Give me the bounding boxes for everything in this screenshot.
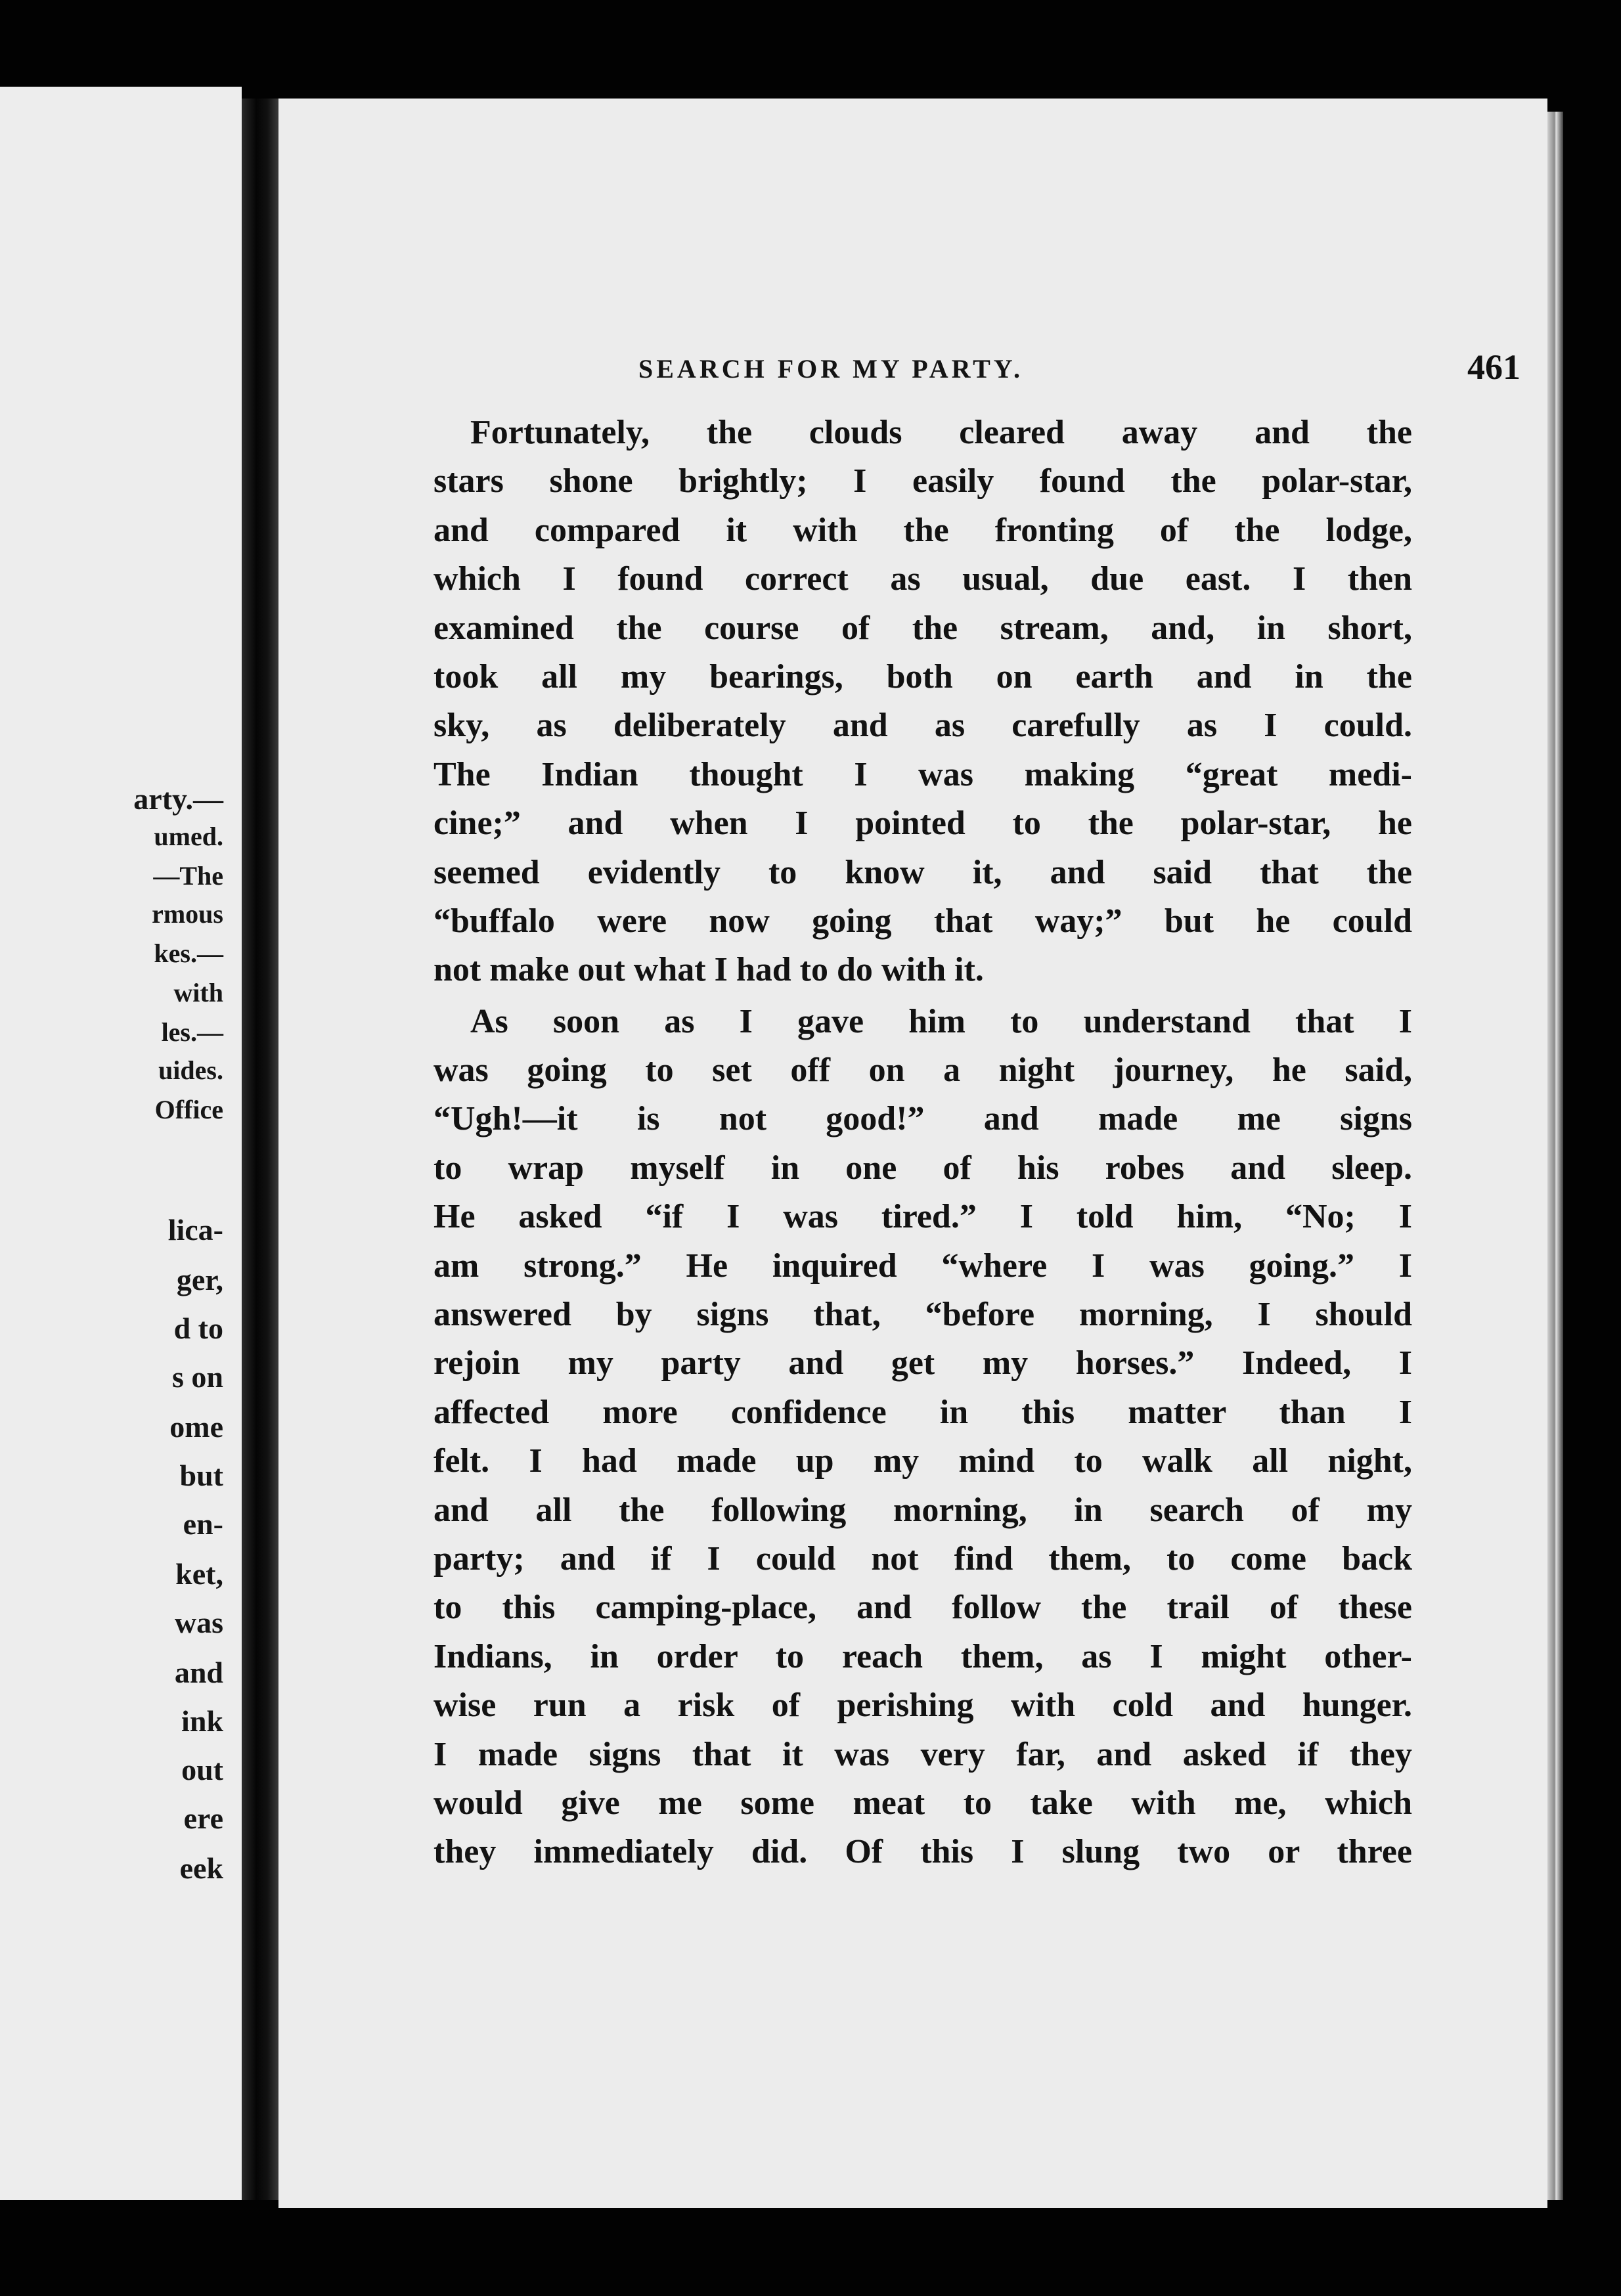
margin-fragment: les.— bbox=[161, 1017, 223, 1047]
paragraph bbox=[433, 998, 1412, 1877]
book-page bbox=[278, 99, 1547, 2208]
margin-fragment: rmous bbox=[152, 899, 223, 929]
text-line: not make out what I had to do with it. bbox=[433, 951, 984, 989]
facing-page-fragment bbox=[0, 87, 242, 2200]
text-line: and compared it with the fronting of the lodge, bbox=[433, 511, 1412, 549]
text-line: He asked “if I was tired.” I told him, “No; I bbox=[433, 1198, 1412, 1236]
text-line: “Ugh!—it is not good!” and made me signs bbox=[433, 1100, 1412, 1138]
margin-fragment: ink bbox=[181, 1704, 223, 1738]
text-line: Fortunately, the clouds cleared away and the bbox=[470, 414, 1412, 451]
paragraph bbox=[433, 408, 1412, 995]
page-body-text bbox=[433, 408, 1412, 1877]
margin-fragment: ger, bbox=[176, 1263, 223, 1296]
margin-fragment: Office bbox=[154, 1095, 223, 1124]
page-edge-shadow bbox=[1547, 112, 1563, 2200]
text-line: “buffalo were now going that way;” but he could bbox=[433, 902, 1412, 940]
text-line: to wrap myself in one of his robes and sleep. bbox=[433, 1149, 1412, 1187]
text-line: wise run a risk of perishing with cold and hunger. bbox=[433, 1687, 1412, 1725]
text-line: The Indian thought I was making “great medi- bbox=[433, 755, 1412, 793]
text-line: sky, as deliberately and as carefully as I could. bbox=[433, 707, 1412, 745]
text-line: would give me some meat to take with me, which bbox=[433, 1784, 1412, 1822]
margin-fragment: ere bbox=[183, 1801, 223, 1835]
margin-fragment: kes.— bbox=[154, 938, 223, 968]
text-line: took all my bearings, both on earth and in the bbox=[433, 657, 1412, 695]
book-gutter bbox=[242, 99, 278, 2200]
text-line: to this camping-place, and follow the trail of these bbox=[433, 1589, 1412, 1627]
text-line: examined the course of the stream, and, in short, bbox=[433, 609, 1412, 647]
margin-fragment: umed. bbox=[154, 822, 223, 851]
margin-fragment: s on bbox=[172, 1360, 223, 1394]
margin-fragment: but bbox=[179, 1459, 223, 1492]
margin-fragment: eek bbox=[179, 1851, 223, 1885]
margin-fragment: arty.— bbox=[133, 782, 223, 816]
running-head: SEARCH FOR MY PARTY. bbox=[638, 354, 1024, 384]
margin-fragment: was bbox=[174, 1606, 223, 1639]
margin-fragment: en- bbox=[183, 1507, 223, 1541]
text-line: As soon as I gave him to understand that I bbox=[470, 1002, 1412, 1040]
text-line: which I found correct as usual, due east. I then bbox=[433, 560, 1412, 598]
margin-fragment: ome bbox=[169, 1410, 223, 1444]
text-line: Indians, in order to reach them, as I might other- bbox=[433, 1637, 1412, 1675]
text-line: party; and if I could not find them, to come back bbox=[433, 1539, 1412, 1578]
text-line: felt. I had made up my mind to walk all night, bbox=[433, 1442, 1412, 1480]
text-line: seemed evidently to know it, and said that the bbox=[433, 853, 1412, 891]
margin-fragment: d to bbox=[173, 1312, 223, 1345]
page-number: 461 bbox=[1467, 347, 1521, 387]
text-line: I made signs that it was very far, and asked if they bbox=[433, 1735, 1412, 1773]
text-line: was going to set off on a night journey, he said, bbox=[433, 1051, 1412, 1090]
margin-fragment: out bbox=[181, 1753, 223, 1786]
text-line: they immediately did. Of this I slung two or three bbox=[433, 1833, 1412, 1871]
text-line: stars shone brightly; I easily found the polar-star, bbox=[433, 462, 1412, 500]
text-line: cine;” and when I pointed to the polar-star, he bbox=[433, 805, 1412, 843]
text-line: affected more confidence in this matter than I bbox=[433, 1393, 1412, 1431]
text-line: answered by signs that, “before morning, I should bbox=[433, 1296, 1412, 1334]
margin-fragment: uides. bbox=[158, 1055, 223, 1085]
text-line: and all the following morning, in search of my bbox=[433, 1491, 1412, 1529]
text-line: rejoin my party and get my horses.” Indeed, I bbox=[433, 1344, 1412, 1382]
text-line: am strong.” He inquired “where I was going.” I bbox=[433, 1247, 1412, 1285]
margin-fragment: with bbox=[173, 978, 223, 1007]
margin-fragment: ket, bbox=[175, 1557, 223, 1591]
margin-fragment: lica- bbox=[167, 1213, 223, 1247]
margin-fragment: and bbox=[174, 1656, 223, 1689]
margin-fragment: —The bbox=[153, 861, 223, 891]
